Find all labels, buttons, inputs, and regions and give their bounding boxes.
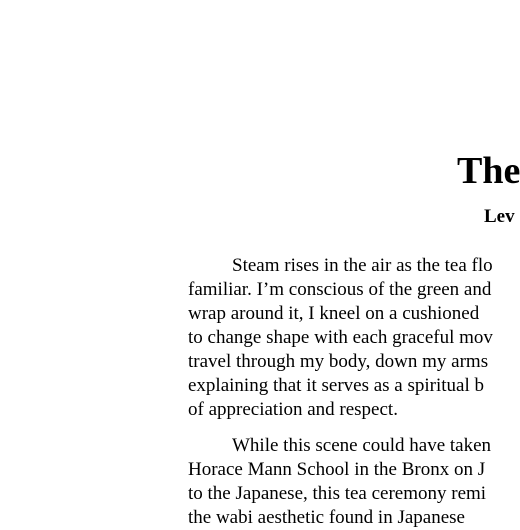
paragraph-line: explaining that it serves as a spiritual b xyxy=(188,375,485,396)
paragraph-line: familiar. I’m conscious of the green and xyxy=(188,279,492,300)
article-byline: Lev xyxy=(484,206,515,227)
paragraph-line: Horace Mann School in the Bronx on J xyxy=(188,459,486,480)
paragraph-2 xyxy=(188,434,491,530)
paragraph-line: travel through my body, down my arms xyxy=(188,351,489,372)
paragraph-line: to the Japanese, this tea ceremony remi xyxy=(188,483,487,504)
paragraph-line: to change shape with each graceful mov xyxy=(188,327,493,348)
paragraph-line: of appreciation and respect. xyxy=(188,399,398,420)
paragraph-line: While this scene could have taken xyxy=(232,435,492,456)
paragraph-line: wrap around it, I kneel on a cushioned xyxy=(188,303,480,324)
paragraph-1 xyxy=(188,254,493,422)
article-title: The xyxy=(457,150,520,192)
paragraph-line: the wabi aesthetic found in Japanese xyxy=(188,507,465,528)
paragraph-line: Steam rises in the air as the tea flo xyxy=(232,255,493,276)
